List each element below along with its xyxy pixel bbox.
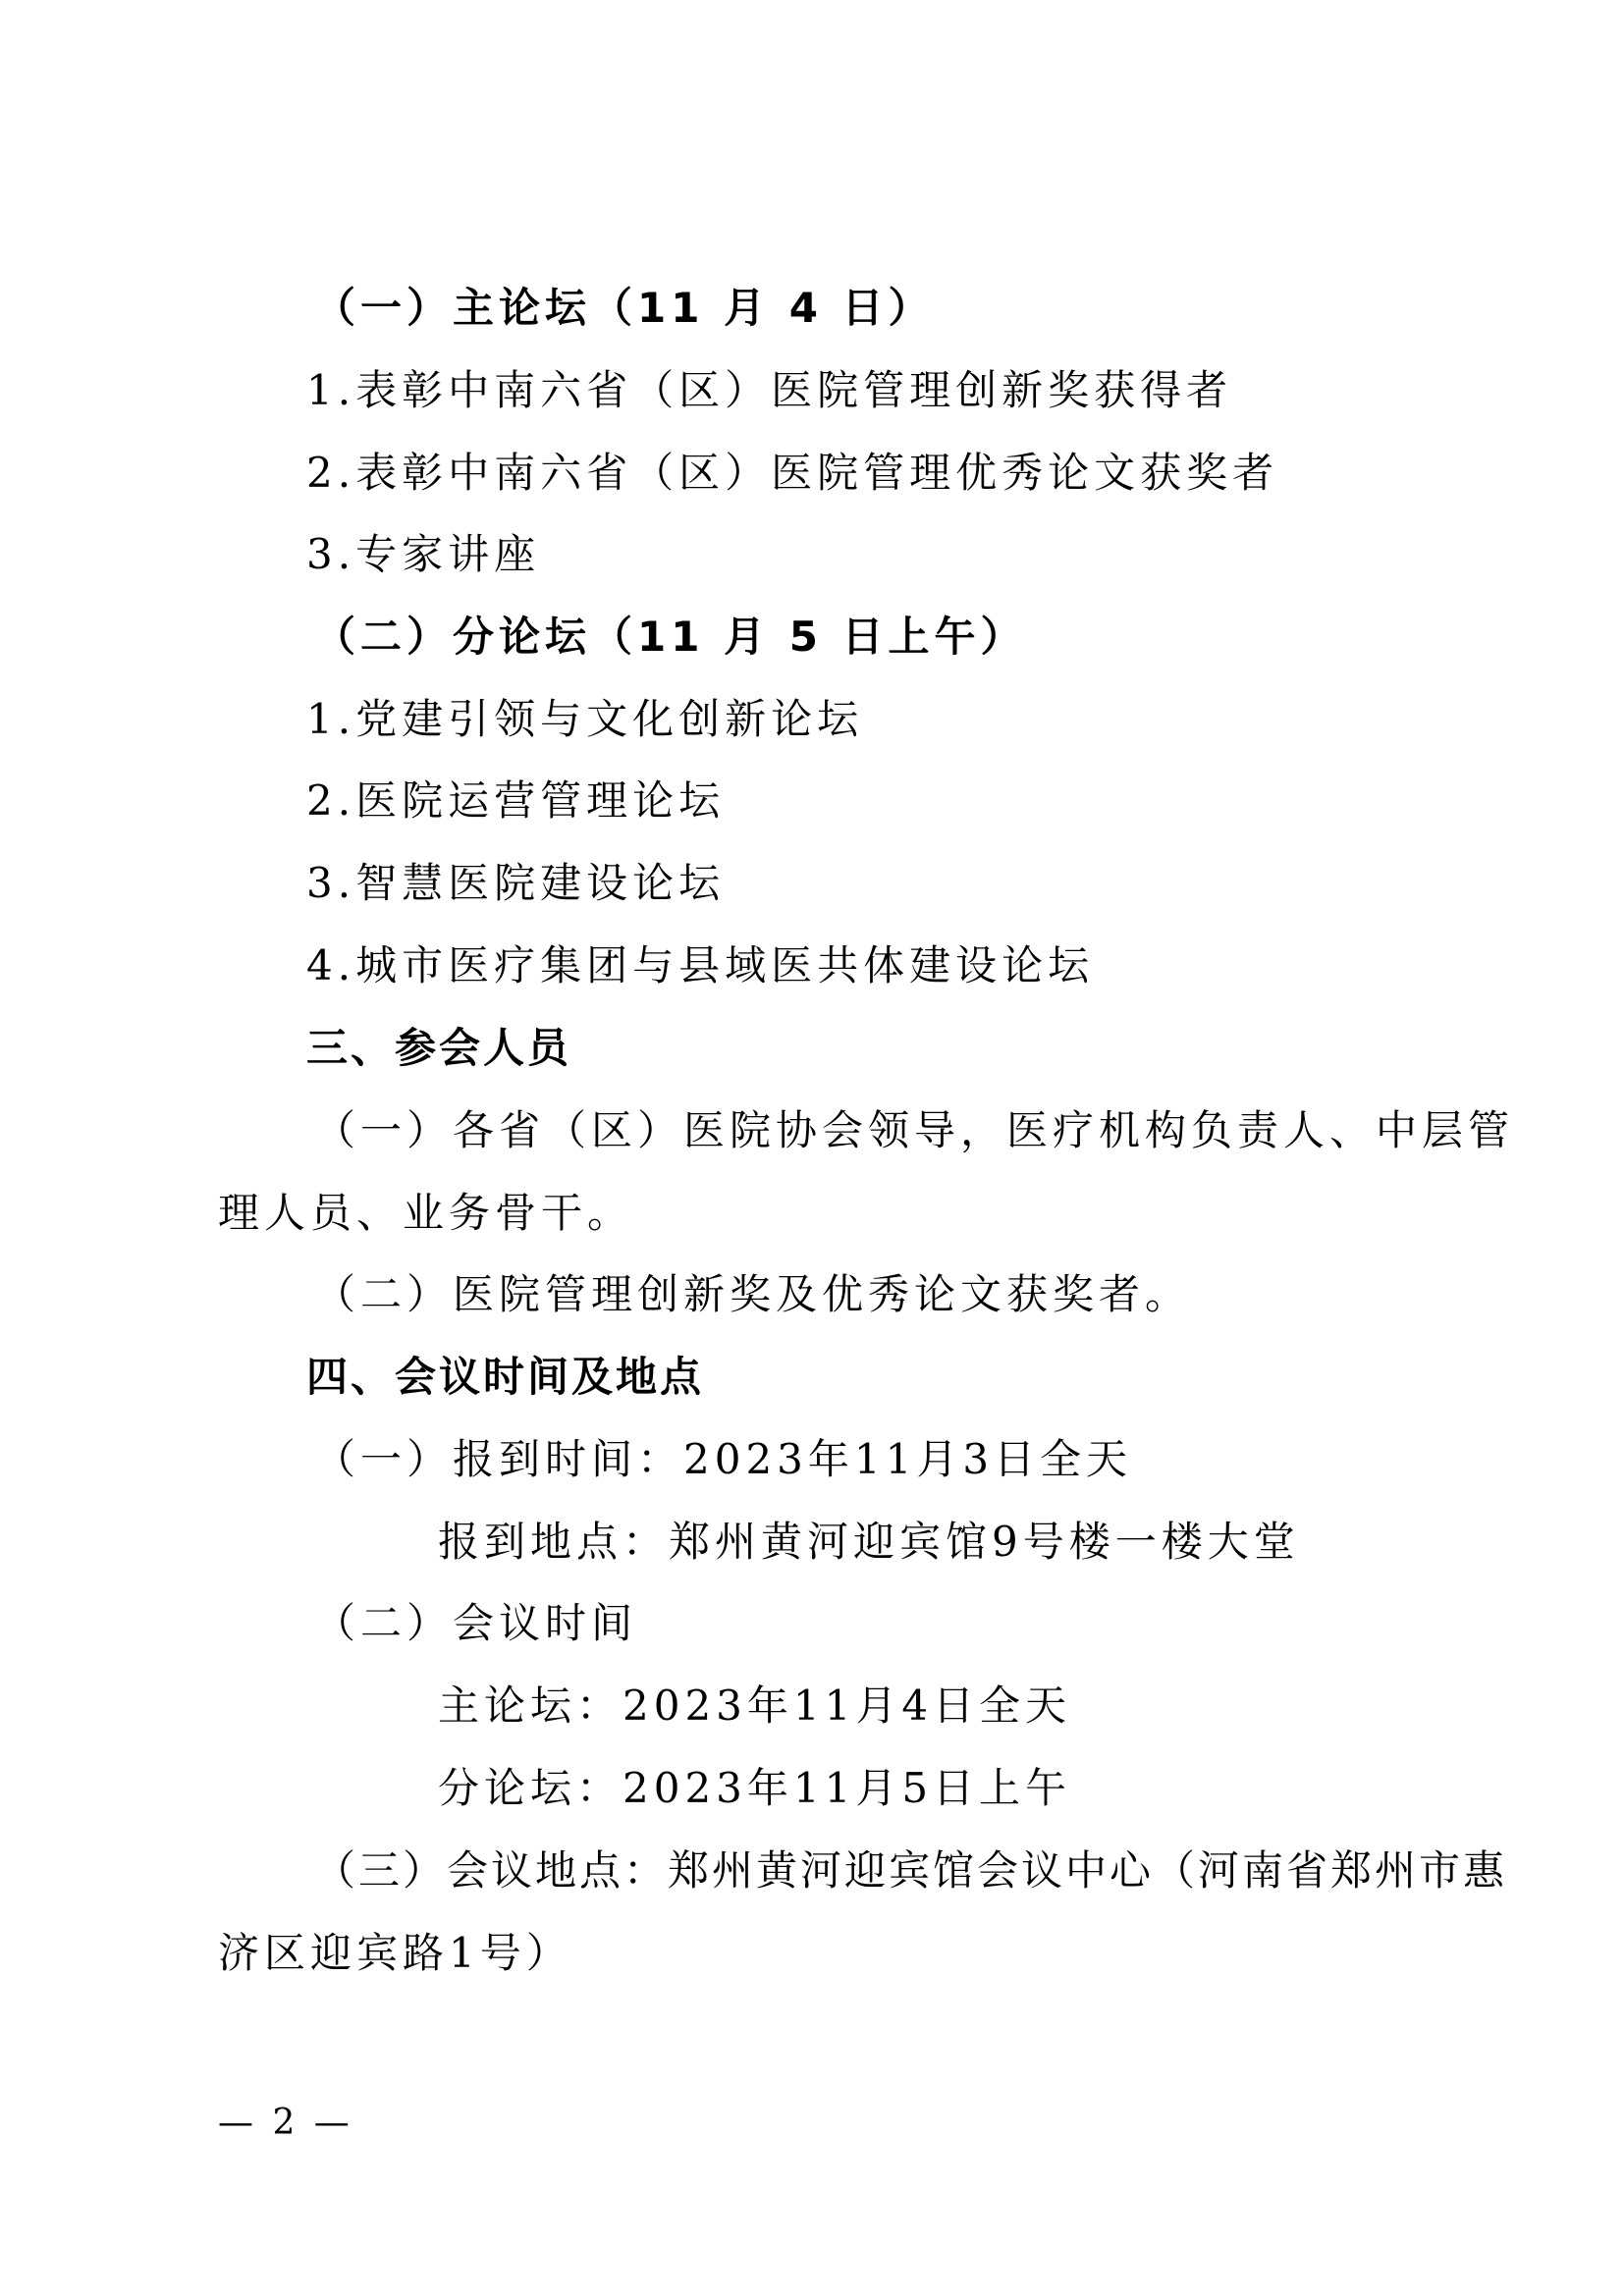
- section-4-title: 四、会议时间及地点: [306, 1353, 705, 1401]
- main-forum-item-3: 3.专家讲座: [306, 530, 541, 578]
- meeting-time-label: （二）会议时间: [314, 1599, 638, 1647]
- page-number: — 2 —: [218, 2103, 353, 2143]
- section-3-item-1-line-1: （一）各省（区）医院协会领导，医疗机构负责人、中层管: [314, 1106, 1515, 1154]
- sub-forum-item-4: 4.城市医疗集团与县域医共体建设论坛: [306, 941, 1095, 989]
- sub-forum-item-1: 1.党建引领与文化创新论坛: [306, 695, 864, 743]
- sub-forum-item-2: 2.医院运营管理论坛: [306, 776, 726, 825]
- main-forum-time: 主论坛：2023年11月4日全天: [438, 1682, 1072, 1730]
- main-forum-item-1: 1.表彰中南六省（区）医院管理创新奖获得者: [306, 366, 1233, 414]
- section-3-item-2: （二）医院管理创新奖及优秀论文获奖者。: [314, 1270, 1192, 1318]
- section-3-item-1-line-2: 理人员、业务骨干。: [218, 1189, 634, 1237]
- venue-line-1: （三）会议地点：郑州黄河迎宾馆会议中心（河南省郑州市惠: [314, 1846, 1508, 1895]
- venue-line-2: 济区迎宾路1号）: [218, 1929, 572, 1977]
- sub-forum-time: 分论坛：2023年11月5日上午: [438, 1764, 1072, 1812]
- main-forum-item-2: 2.表彰中南六省（区）医院管理优秀论文获奖者: [306, 449, 1279, 497]
- registration-time: （一）报到时间：2023年11月3日全天: [314, 1435, 1133, 1483]
- sub-forum-heading: （二）分论坛（11 月 5 日上午）: [314, 613, 1027, 661]
- main-forum-heading: （一）主论坛（11 月 4 日）: [314, 284, 935, 332]
- registration-place: 报到地点：郑州黄河迎宾馆9号楼一楼大堂: [438, 1518, 1300, 1566]
- sub-forum-item-3: 3.智慧医院建设论坛: [306, 859, 726, 907]
- section-3-title: 三、参会人员: [306, 1024, 572, 1072]
